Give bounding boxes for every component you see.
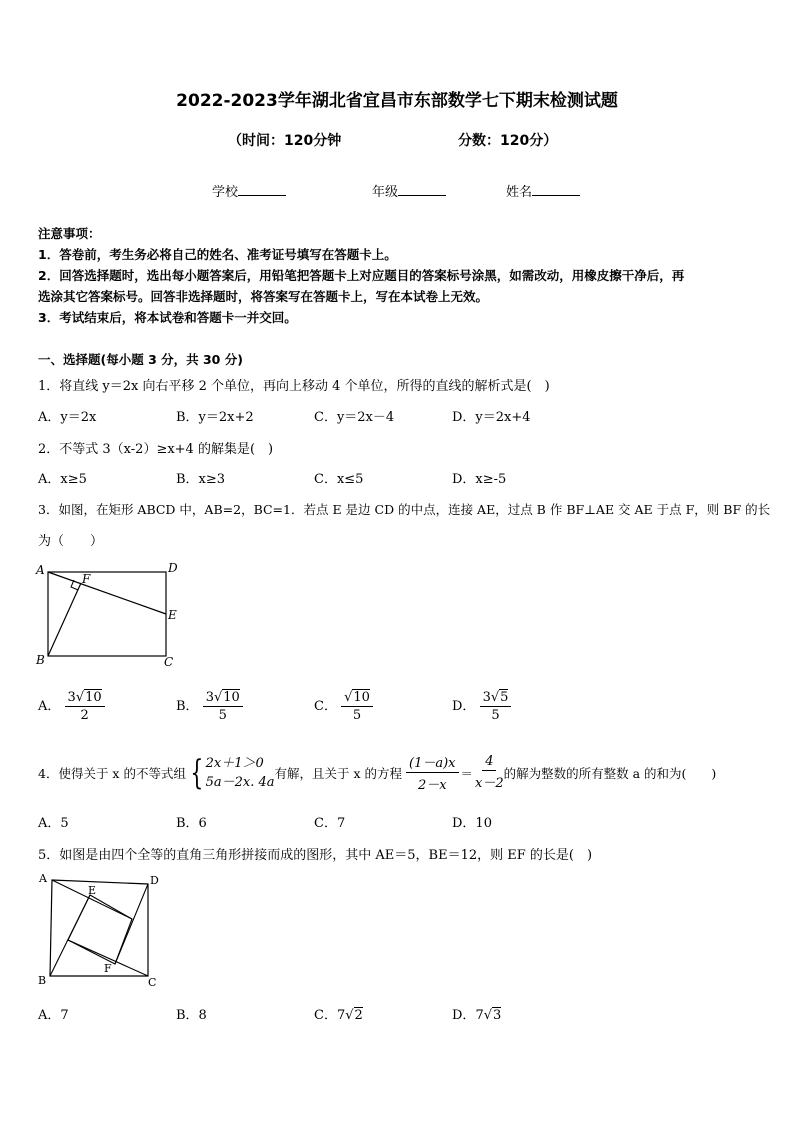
label-d: D [168,561,178,575]
question-2-text: 2．不等式 3（x-2）≥x+4 的解集是( ) [38,442,274,457]
q4-option-a: A．5 [38,816,69,831]
q5-option-a: A．7 [38,1008,69,1023]
q5-option-d: D．7√3 [452,1008,502,1023]
question-3-text-line-2: 为（ ） [38,534,104,549]
segment-ae [48,572,166,614]
q4-option-d: D．10 [452,816,492,831]
label-d: D [150,874,159,887]
q5-option-b: B．8 [176,1008,207,1023]
question-4-text: 4．使得关于 x 的不等式组 { 2x＋1＞0 5a－2x. 4a 有解，且关于 x 的方程 $\frac{(1-a)x}{2-x}$ ＝ $\frac{4}{x-2}$ 的解为整数的所有整数 a 的和为( ) [38,752,717,793]
q2-option-d: D．x≥-5 [452,472,507,487]
q3-option-d: D． $\frac{3√5}{5}$ [452,690,511,723]
notes-item-2-line-2: 选涂其它答案标号。回答非选择题时，将答案写在答题卡上，写在本试卷上无效。 [38,289,489,304]
q1-option-a: A．y＝2x [38,410,97,425]
q3-option-b: B． $\frac{3√10}{5}$ [176,690,243,723]
q3-option-c-fraction: $\frac{√10}{5}$ [341,690,373,723]
question-1-text: 1．将直线 y＝2x 向右平移 2 个单位，再向上移动 4 个单位，所得的直线的解析式是( ) [38,379,550,394]
q4-middle: 有解，且关于 x 的方程 [274,765,403,781]
q1-option-d: D．y＝2x+4 [452,410,531,425]
inner-square [68,895,132,964]
notes-item-1: 1．答卷前，考生务必将自己的姓名、准考证号填写在答题卡上。 [38,247,397,262]
label-c: C [148,976,157,989]
q2-option-c: C．x≤5 [314,472,364,487]
rectangle-abcd [48,572,166,656]
q3-option-a-fraction: $\frac{3√10}{2}$ [65,690,105,723]
label-b: B [38,974,47,987]
q1-option-c: C．y＝2x－4 [314,410,395,425]
label-e: E [168,608,177,622]
q3-option-d-fraction: $\frac{3√5}{5}$ [480,690,512,723]
grade-blank [398,183,446,196]
label-f: F [104,962,112,975]
q4-inequality-2: 5a－2x. 4a [205,774,275,790]
school-field [212,181,286,200]
score-label: 分数：120分） [458,133,558,149]
notes-heading: 注意事项： [38,226,101,241]
label-a: A [36,563,45,577]
q4-inequality-system: { 2x＋1＞0 5a－2x. 4a [190,752,275,793]
q4-option-b: B．6 [176,816,207,831]
label-f: F [82,572,91,586]
grade-field [372,181,446,200]
q5-option-c: C．7√2 [314,1008,363,1023]
q3-option-b-fraction: $\frac{3√10}{5}$ [203,690,243,723]
label-b: B [36,653,45,667]
q2-option-a: A．x≥5 [38,472,87,487]
section-heading: 一、选择题(每小题 3 分，共 30 分) [38,352,243,367]
notes-item-3: 3．考试结束后，将本试卷和答题卡一并交回。 [38,310,297,325]
q4-equation-rhs: $\frac{4}{x-2}$ [475,754,504,791]
question-5-text: 5．如图是由四个全等的直角三角形拼接而成的图形，其中 AE＝5，BE＝12，则 EF 的长是( ) [38,848,593,863]
q1-option-b: B．y＝2x+2 [176,410,254,425]
q3-rectangle-figure [34,558,184,672]
outer-quadrilateral [50,880,148,976]
q4-option-c: C．7 [314,816,346,831]
grade-label: 年级 [372,185,399,200]
q4-prefix: 4．使得关于 x 的不等式组 [38,765,186,781]
q2-option-b: B．x≥3 [176,472,226,487]
name-label: 姓名 [506,185,533,200]
school-blank [238,183,286,196]
notes-item-2-line-1: 2．回答选择题时，选出每小题答案后，用铅笔把答题卡上对应题目的答案标号涂黑，如需改动，用橡皮擦干净后，再 [38,268,685,283]
name-blank [532,183,580,196]
q4-equation-lhs: $\frac{(1-a)x}{2-x}$ [406,752,459,793]
q3-option-c: C． $\frac{√10}{5}$ [314,690,373,723]
time-label: （时间：120分钟 [228,133,342,149]
label-e: E [88,884,97,897]
label-a: A [39,872,47,885]
question-3-text-line-1: 3．如图，在矩形 ABCD 中，AB=2，BC=1．若点 E 是边 CD 的中点，连接 AE，过点 B 作 BF⊥AE 交 AE 于点 F，则 BF 的长 [38,502,771,517]
q3-option-a: A． $\frac{3√10}{2}$ [38,690,105,723]
name-field [506,181,580,200]
q5-square-figure [34,868,164,992]
page-title: 2022-2023学年湖北省宜昌市东部数学七下期末检测试题 [176,91,618,111]
segment-bf [48,583,81,656]
school-label: 学校 [212,185,239,200]
q4-suffix: 的解为整数的所有整数 a 的和为( ) [503,765,717,781]
q4-inequality-1: 2x＋1＞0 [205,755,264,771]
label-c: C [164,655,174,669]
